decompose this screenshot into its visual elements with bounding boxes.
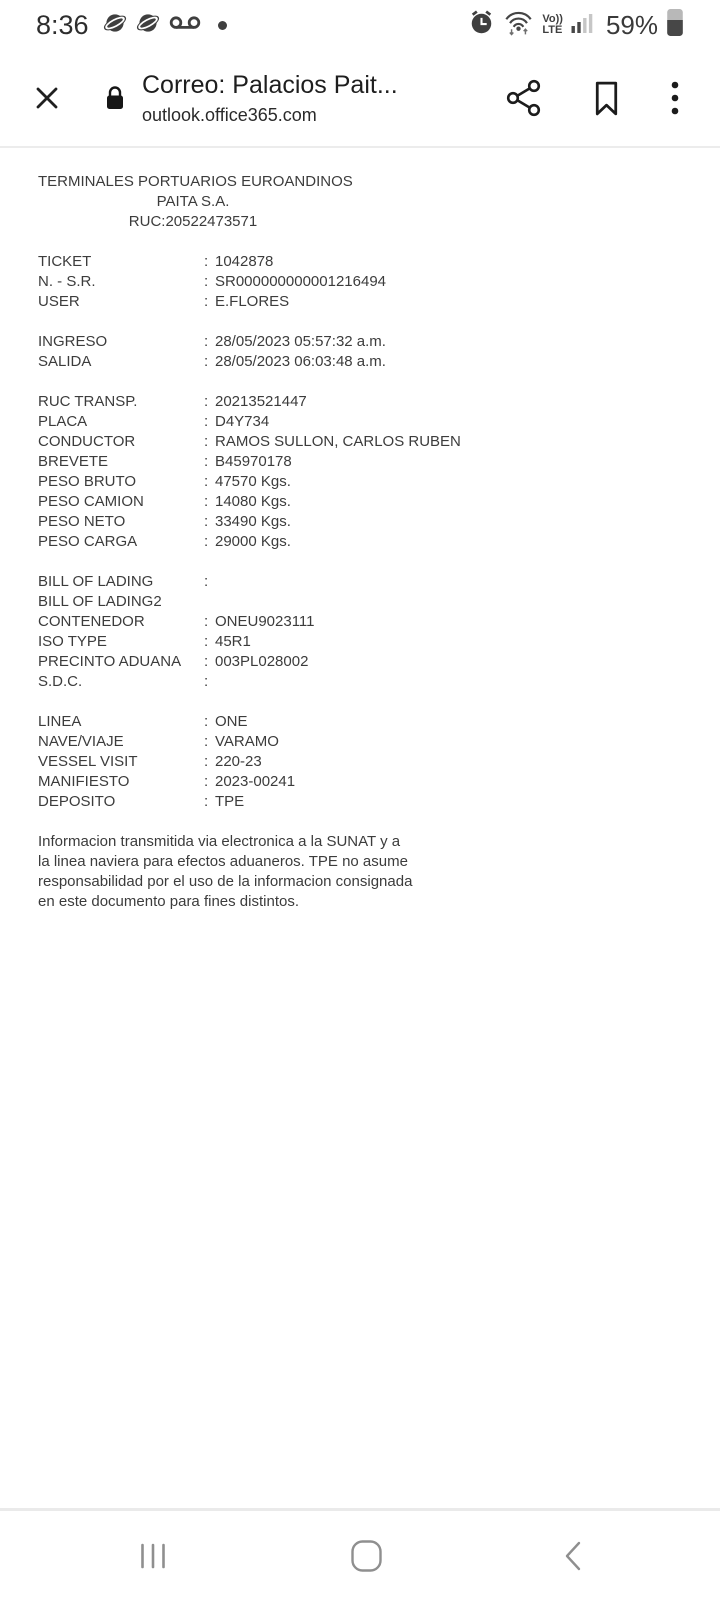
battery-icon — [666, 8, 684, 42]
system-status-icons — [468, 8, 684, 42]
company-header — [38, 172, 353, 232]
back-button[interactable] — [564, 1540, 582, 1572]
close-button[interactable] — [32, 83, 62, 113]
table-row: INGRESO : 28/05/2023 05:57:32 a.m. — [38, 333, 386, 350]
samsung-internet-icon — [103, 11, 127, 40]
table-row: BILL OF LADING : — [38, 573, 209, 590]
secure-lock-icon — [104, 84, 126, 112]
header-actions — [506, 79, 680, 118]
table-row: MANIFIESTO : 2023-00241 — [38, 773, 296, 790]
page-title: Correo: Palacios Pait... — [142, 70, 398, 99]
page-title-block — [142, 70, 398, 127]
volte-icon: Vo)) LTE — [542, 13, 563, 36]
table-row: CONTENEDOR : ONEU9023111 — [38, 613, 315, 630]
alarm-icon — [468, 9, 495, 41]
cargo-section — [38, 572, 700, 692]
company-name-2: PAITA S.A. — [156, 193, 230, 210]
signal-strength-icon — [571, 10, 596, 40]
overflow-menu-button[interactable] — [670, 79, 680, 117]
company-name: TERMINALES PORTUARIOS EUROANDINOS — [38, 173, 353, 190]
table-row: ISO TYPE : 45R1 — [38, 633, 251, 650]
share-button[interactable] — [506, 79, 543, 117]
custom-tab-header — [0, 50, 720, 148]
wifi-icon — [503, 9, 534, 41]
company-ruc: RUC:20522473571 — [128, 213, 258, 230]
ticket-section — [38, 252, 700, 312]
notification-icons — [103, 11, 227, 40]
table-row: BREVETE : B45970178 — [38, 453, 292, 470]
voicemail-icon — [169, 15, 201, 36]
table-row: PESO CAMION : 14080 Kgs. — [38, 493, 291, 510]
table-row: TICKET : 1042878 — [38, 253, 274, 270]
transport-section — [38, 392, 700, 552]
table-row: DEPOSITO : TPE — [38, 793, 245, 810]
table-row: SALIDA : 28/05/2023 06:03:48 a.m. — [38, 353, 386, 370]
table-row: N. - S.R. : SR000000000001216494 — [38, 273, 386, 290]
table-row: USER : E.FLORES — [38, 293, 290, 310]
table-row: PLACA : D4Y734 — [38, 413, 270, 430]
status-bar — [0, 0, 720, 50]
table-row: PRECINTO ADUANA : 003PL028002 — [38, 653, 309, 670]
table-row: VESSEL VISIT : 220-23 — [38, 753, 262, 770]
battery-percent: 59% — [605, 9, 658, 40]
bookmark-button[interactable] — [590, 79, 623, 118]
table-row: RUC TRANSP. : 20213521447 — [38, 393, 307, 410]
ticket-document — [38, 150, 700, 912]
notification-dot-icon — [218, 21, 227, 30]
vessel-section — [38, 712, 700, 812]
table-row: S.D.C. : — [38, 673, 209, 690]
times-section — [38, 332, 700, 372]
table-row: PESO NETO : 33490 Kgs. — [38, 513, 291, 530]
disclaimer-text: Informacion transmitida via electronica a la SUNAT y a la linea naviera para efectos aduaneros. TPE no asume responsabilidad por el uso de la informacion consignada en este documento para fines distintos. — [38, 833, 413, 910]
table-row: PESO BRUTO : 47570 Kgs. — [38, 473, 291, 490]
table-row: PESO CARGA : 29000 Kgs. — [38, 533, 291, 550]
home-button[interactable] — [350, 1539, 383, 1573]
recents-button[interactable] — [138, 1541, 168, 1571]
clock-time: 8:36 — [36, 9, 89, 40]
table-row: CONDUCTOR : RAMOS SULLON, CARLOS RUBEN — [38, 433, 461, 450]
page-url: outlook.office365.com — [142, 104, 317, 125]
android-navigation-bar — [0, 1508, 720, 1600]
table-row: LINEA : ONE — [38, 713, 248, 730]
samsung-internet-icon — [136, 11, 160, 40]
table-row: BILL OF LADING2 — [38, 593, 162, 610]
table-row: NAVE/VIAJE : VARAMO — [38, 733, 279, 750]
